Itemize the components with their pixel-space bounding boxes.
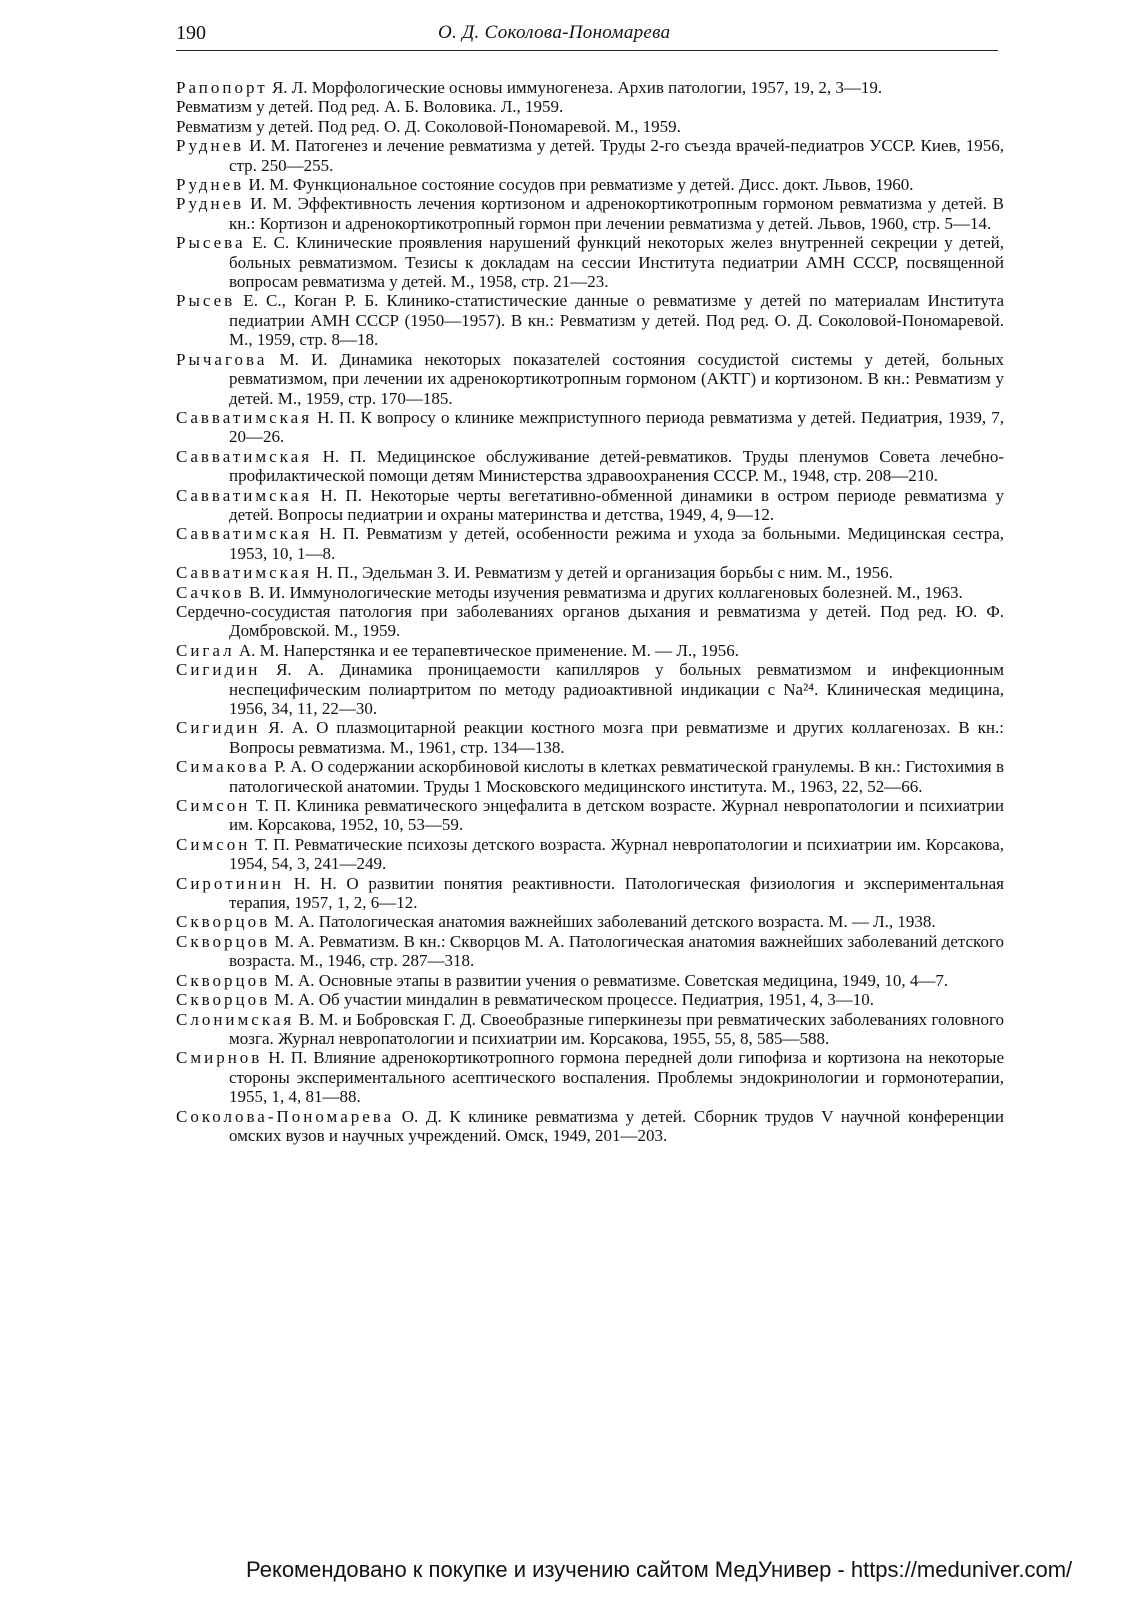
reference-entry: [176, 117, 1004, 136]
reference-author: Скворцов: [176, 931, 271, 951]
reference-text: М. А. Ревматизм. В кн.: Скворцов М. А. Патологическая анатомия важнейших заболеваний детского возраста. М., 1946, стр. 287—318.: [229, 931, 1004, 971]
reference-entry: [176, 194, 1004, 233]
reference-entry: [176, 602, 1004, 641]
reference-author: Сигал: [176, 640, 235, 660]
reference-text: Я. А. О плазмоцитарной реакции костного мозга при ревматизме и других коллагенозах. В кн.: Вопросы ревматизма. М., 1961, стр. 134—138.: [229, 718, 1004, 757]
reference-author: Смирнов: [176, 1048, 263, 1068]
reference-text: Н. П. К вопросу о клинике межприступного периода ревматизма у детей. Педиатрия, 1939, 7, 20—26.: [229, 407, 1004, 447]
reference-text: В. М. и Бобровская Г. Д. Своеобразные гиперкинезы при ревматических заболеваниях головного мозга. Журнал невропатологии и психиатрии им. Корсакова, 1955, 55, 8, 585—588.: [229, 1009, 1004, 1048]
reference-author: Руднев: [176, 136, 245, 156]
page-number: 190: [176, 22, 206, 44]
reference-author: Савватимская: [176, 563, 313, 583]
reference-text: И. М. Эффективность лечения кортизоном и адренокортикотропным гормоном ревматизма у детей. В кн.: Кортизон и адренокортикотропный гормон при лечении ревматизма у детей. Львов, 1960, стр. 5—14.: [229, 194, 1004, 233]
reference-author: Рапопорт: [176, 78, 268, 97]
reference-author: Савватимская: [176, 407, 313, 427]
reference-entry: [176, 583, 1004, 602]
reference-entry: [176, 486, 1004, 525]
reference-entry: [176, 874, 1004, 913]
reference-author: Руднев: [176, 194, 245, 214]
reference-entry: [176, 835, 1004, 874]
reference-author: Слонимская: [176, 1009, 295, 1029]
reference-text: М. И. Динамика некоторых показателей состояния сосудистой системы у детей, больных ревматизмом, при лечении их адренокортикотропным гормоном (АКТГ) и кортизоном. В кн.: Ревматизм у детей. М., 1959, стр. 170—185.: [229, 349, 1004, 408]
reference-text: Т. П. Ревматические психозы детского возраста. Журнал невропатологии и психиатрии им. Корсакова, 1954, 54, 3, 241—249.: [229, 834, 1004, 874]
reference-text: М. А. Об участии миндалин в ревматическом процессе. Педиатрия, 1951, 4, 3—10.: [270, 990, 874, 1010]
reference-entry: [176, 718, 1004, 757]
reference-text: О. Д. К клинике ревматизма у детей. Сборник трудов V научной конференции омских вузов и научных учреждений. Омск, 1949, 201—203.: [229, 1106, 1004, 1145]
reference-text: Н. П. Некоторые черты вегетативно-обменной динамики в остром периоде ревматизма у детей. Вопросы педиатрии и охраны материнства и детства, 1949, 4, 9—12.: [229, 485, 1004, 524]
reference-text: М. А. Основные этапы в развитии учения о ревматизме. Советская медицина, 1949, 10, 4—7.: [270, 970, 949, 990]
reference-entry: [176, 447, 1004, 486]
reference-author: Савватимская: [176, 485, 313, 505]
reference-text: Сердечно-сосудистая патология при заболеваниях органов дыхания и ревматизма у детей. Под ред. Ю. Ф. Домбровской. М., 1959.: [176, 601, 1004, 641]
reference-text: Н. Н. О развитии понятия реактивности. Патологическая физиология и экспериментальная терапия, 1957, 1, 2, 6—12.: [229, 873, 1004, 913]
reference-author: Симакова: [176, 757, 270, 777]
reference-author: Рычагова: [176, 349, 268, 369]
reference-entry: [176, 524, 1004, 563]
reference-text: Е. С. Клинические проявления нарушений функций некоторых желез внутренней секреции у детей, больных ревматизмом. Тезисы к докладам на сессии Института педиатрии АМН СССР, посвященной вопросам ревматизма у детей. М., 1958, стр. 21—23.: [229, 233, 1004, 292]
reference-text: Т. П. Клиника ревматического энцефалита в детском возрасте. Журнал невропатологии и психиатрии им. Корсакова, 1952, 10, 53—59.: [229, 796, 1004, 835]
reference-text: Я. Л. Морфологические основы иммуногенеза. Архив патологии, 1957, 19, 2, 3—19.: [267, 78, 883, 97]
reference-entry: [176, 1107, 1004, 1146]
reference-entry: [176, 990, 1004, 1009]
reference-author: Сигидин: [176, 718, 261, 738]
reference-text: Н. П. Медицинское обслуживание детей-ревматиков. Труды пленумов Совета лечебно-профилактической помощи детям Министерства здравоохранения СССР. М., 1948, стр. 208—210.: [229, 446, 1004, 486]
reference-text: Н. П., Эдельман З. И. Ревматизм у детей и организация борьбы с ним. М., 1956.: [312, 563, 893, 583]
reference-text: Ревматизм у детей. Под ред. А. Б. Воловика. Л., 1959.: [176, 97, 564, 117]
reference-text: Н. П. Влияние адренокортикотропного гормона передней доли гипофиза и кортизона на некоторые стороны экспериментального асептического воспаления. Проблемы эндокринологии и гормонотерапии, 1955, 1, 4, 81—88.: [229, 1048, 1004, 1107]
reference-author: Руднев: [176, 175, 245, 195]
reference-text: Я. А. Динамика проницаемости капилляров у больных ревматизмом и инфекционным неспецифическим полиартритом по методу радиоактивной индикации с Na²⁴. Клиническая медицина, 1956, 34, 11, 22—30.: [229, 660, 1004, 718]
reference-entry: [176, 291, 1004, 349]
reference-text: Е. С., Коган Р. Б. Клинико-статистические данные о ревматизме у детей по материалам Института педиатрии АМН СССР (1950—1957). В кн.: Ревматизм у детей. Под ред. О. Д. Соколовой-Пономаревой. М., 1959, стр. 8—18.: [229, 291, 1004, 350]
reference-text: В. И. Иммунологические методы изучения ревматизма и других коллагеновых болезней. М., 1963.: [244, 582, 963, 602]
reference-author: Савватимская: [176, 524, 313, 544]
reference-text: И. М. Патогенез и лечение ревматизма у детей. Труды 2-го съезда врачей-педиатров УССР. Киев, 1956, стр. 250—255.: [229, 136, 1004, 175]
reference-text: И. М. Функциональное состояние сосудов при ревматизме у детей. Дисс. докт. Львов, 1960.: [244, 175, 914, 195]
reference-entry: [176, 1010, 1004, 1049]
reference-text: А. М. Наперстянка и ее терапевтическое применение. М. — Л., 1956.: [234, 640, 739, 660]
reference-author: Савватимская: [176, 446, 313, 466]
footer-recommendation: Рекомендовано к покупке и изучению сайтом МедУнивер - https://meduniver.com/: [246, 1557, 1073, 1582]
reference-author: Скворцов: [176, 970, 271, 990]
reference-entry: [176, 78, 1004, 97]
reference-author: Соколова-Пономарева: [176, 1106, 395, 1126]
reference-entry: [176, 796, 1004, 835]
reference-entry: [176, 408, 1004, 447]
running-title: О. Д. Соколова-Пономарева: [438, 22, 671, 43]
reference-entry: [176, 971, 1004, 990]
reference-author: Сигидин: [176, 660, 261, 680]
reference-list: [176, 78, 1004, 1145]
reference-entry: [176, 136, 1004, 175]
reference-entry: [176, 912, 1004, 931]
reference-author: Рысева: [176, 233, 246, 253]
reference-entry: [176, 97, 1004, 116]
reference-entry: [176, 233, 1004, 291]
reference-author: Симсон: [176, 834, 251, 854]
reference-author: Скворцов: [176, 912, 271, 932]
reference-entry: [176, 932, 1004, 971]
reference-entry: [176, 660, 1004, 718]
reference-author: Сачков: [176, 582, 245, 602]
reference-entry: [176, 1048, 1004, 1106]
reference-author: Рысев: [176, 291, 236, 311]
page-header: [176, 18, 998, 51]
reference-author: Сиротинин: [176, 873, 285, 893]
reference-entry: [176, 757, 1004, 796]
reference-entry: [176, 350, 1004, 408]
reference-entry: [176, 563, 1004, 582]
reference-author: Симсон: [176, 796, 251, 816]
reference-text: Н. П. Ревматизм у детей, особенности режима и ухода за больными. Медицинская сестра, 1953, 10, 1—8.: [229, 524, 1004, 563]
reference-text: Ревматизм у детей. Под ред. О. Д. Соколовой-Пономаревой. М., 1959.: [176, 116, 681, 136]
reference-entry: [176, 641, 1004, 660]
reference-text: М. А. Патологическая анатомия важнейших заболеваний детского возраста. М. — Л., 1938.: [270, 912, 936, 932]
reference-author: Скворцов: [176, 990, 271, 1010]
reference-entry: [176, 175, 1004, 194]
reference-text: Р. А. О содержании аскорбиновой кислоты в клетках ревматической гранулемы. В кн.: Гистохимия в патологической анатомии. Труды 1 Московского медицинского института. М., 1963, 22, 52—66.: [229, 757, 1004, 796]
